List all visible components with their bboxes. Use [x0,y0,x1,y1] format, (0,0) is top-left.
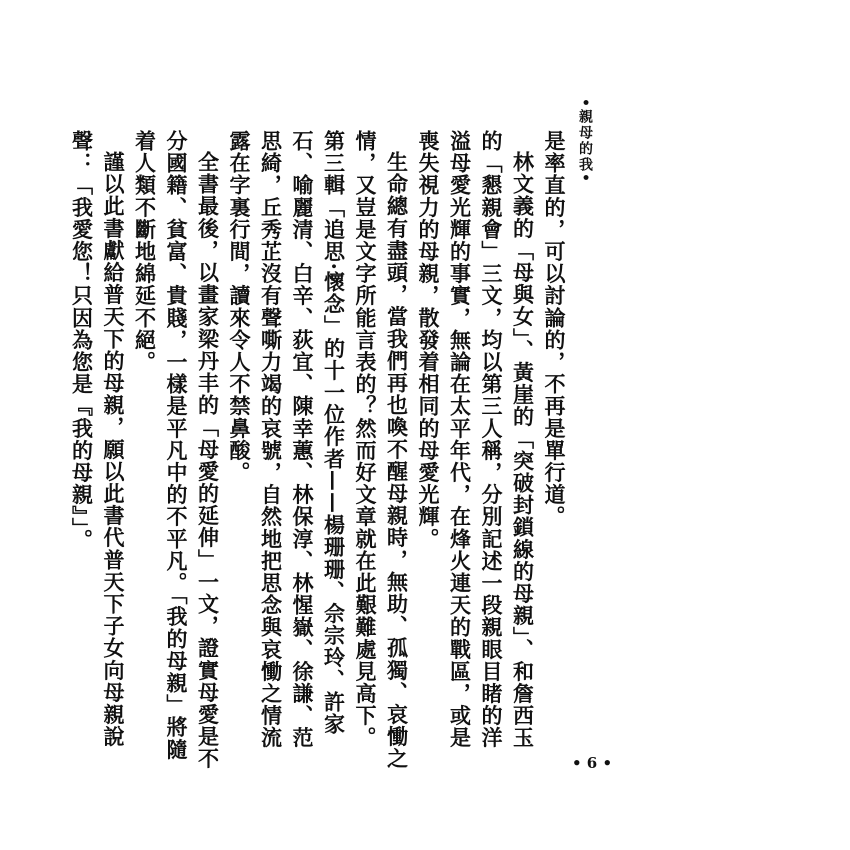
paragraph: 生命總有盡頭，當我們再也喚不醒母親時，無助、孤獨、哀慟之情，又豈是文字所能言表的？然而好文章就在此艱難處見高下。第三輯「追思·懷念」的十一位作者——楊珊珊、佘宗玲、許家石、喻麗清、白辛、荻宜、陳幸蕙、林保淳、林惺嶽、徐謙、范思綺，丘秀芷沒有聲嘶力竭的哀號，自然地把思念與哀慟之情流露在字裏行間，讀來令人不禁鼻酸。 [227,130,410,770]
paragraph: 全書最後，以畫家梁丹丰的「母愛的延伸」一文，證實母愛是不分國籍、貧富、貴賤，一樣是平凡中的不平凡。「我的母親」將隨着人類不斷地綿延不絕。 [132,130,221,770]
body-text [66,130,570,770]
paragraph: 是率直的，可以討論的，不再是單行道。 [542,130,567,528]
paragraph: 林文義的「母與女」、黃崖的「突破封鎖線的母親」、和詹西玉的「懇親會」三文，均以第三人稱，分別記述一段親眼目睹的洋溢母愛光輝的事實，無論在太平年代，在烽火連天的戰區，或是喪失視力的母親，散發着相同的母愛光輝。 [416,130,536,749]
running-header: •親母的我• [577,98,593,184]
paragraph: 謹以此書獻給普天下的母親，願以此書代普天下子女向母親說聲：「我愛您！只因為您是『我的母親』」。 [69,130,126,748]
page-number: • 6 • [572,754,613,772]
